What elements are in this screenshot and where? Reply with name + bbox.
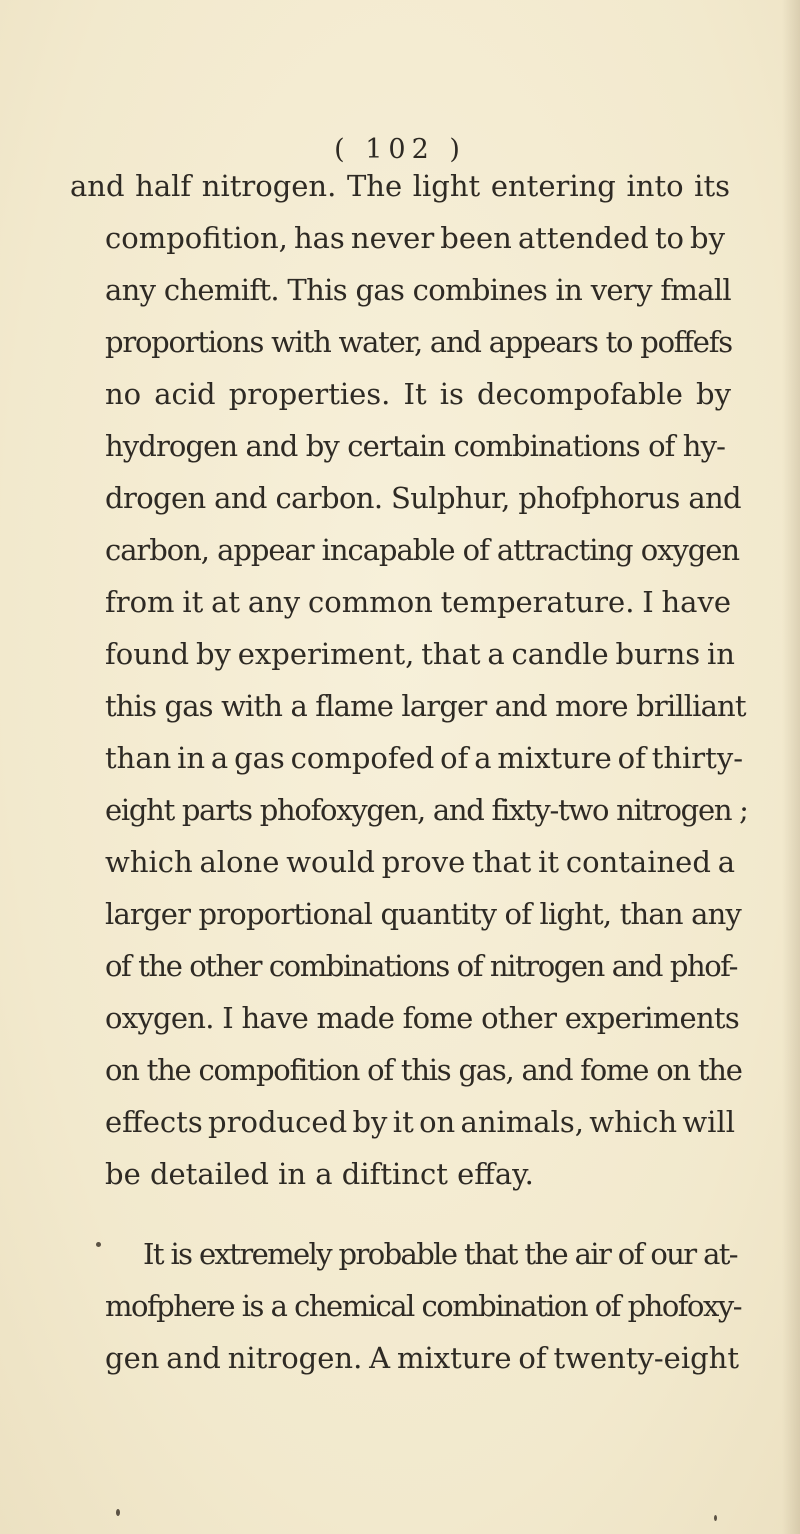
text-line: larger proportional quantity of light, than any (105, 897, 741, 931)
text-line: from it at any common temperature. I have (105, 585, 731, 619)
text-line: carbon, appear incapable of attracting oxygen (105, 533, 739, 567)
text-line: effects produced by it on animals, which will (105, 1105, 735, 1139)
ink-speck (96, 1242, 101, 1247)
text-line: no acid properties. It is decompofable by (105, 377, 731, 411)
text-line: this gas with a flame larger and more brilliant (105, 689, 746, 723)
ink-speck (116, 1509, 120, 1516)
ink-speck (714, 1515, 717, 1521)
text-line: any chemift. This gas combines in very fmall (105, 273, 731, 307)
text-line: eight parts phofoxygen, and fixty-two nitrogen ; (105, 793, 748, 827)
text-line: oxygen. I have made fome other experiments (105, 1001, 739, 1035)
text-line: It is extremely probable that the air of our at- (143, 1237, 737, 1271)
text-line: than in a gas compofed of a mixture of thirty- (105, 741, 743, 775)
text-line: of the other combinations of nitrogen and phof- (105, 949, 737, 983)
text-line: and half nitrogen. The light entering into its (70, 169, 730, 203)
text-line: on the compofition of this gas, and fome on the (105, 1053, 742, 1087)
text-line: drogen and carbon. Sulphur, phofphorus and (105, 481, 741, 515)
text-line: proportions with water, and appears to poffefs (105, 325, 732, 359)
page-edge-shadow (782, 0, 800, 1534)
text-line: mofphere is a chemical combination of phofoxy- (105, 1289, 741, 1323)
text-line: hydrogen and by certain combinations of hy- (105, 429, 725, 463)
text-line: compofition, has never been attended to by (105, 221, 725, 255)
text-line: which alone would prove that it contained a (105, 845, 735, 879)
page-number: ( 102 ) (334, 134, 466, 165)
text-line: found by experiment, that a candle burns in (105, 637, 735, 671)
text-line: be detailed in a diftinct effay. (105, 1157, 534, 1191)
text-line: gen and nitrogen. A mixture of twenty-eight (105, 1341, 739, 1375)
